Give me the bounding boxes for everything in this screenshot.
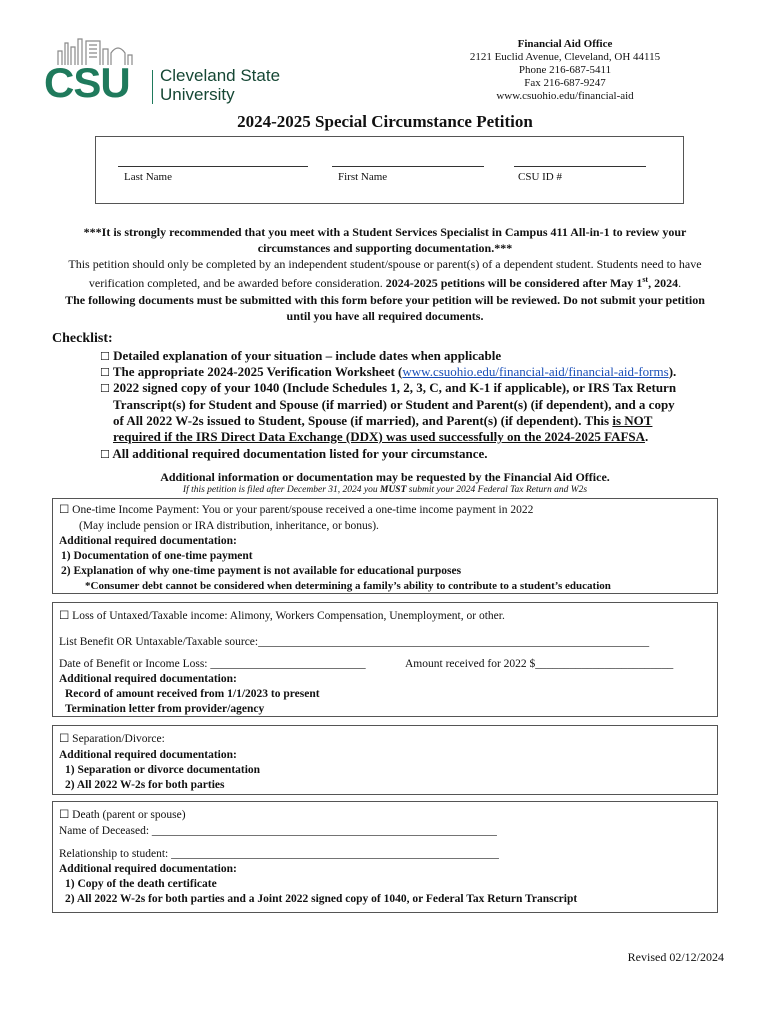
- office-name: Financial Aid Office: [517, 38, 613, 50]
- csu-logo-text: CSU: [44, 59, 130, 106]
- last-name-field[interactable]: [118, 166, 308, 167]
- page-title: 2024-2025 Special Circumstance Petition: [237, 112, 533, 131]
- petition-date-text: 2024-2025 petitions will be considered after May 1: [385, 276, 643, 290]
- section-separation-divorce: [52, 725, 718, 795]
- recommend-line2: circumstances and supporting documentation.***: [257, 241, 513, 255]
- tax-return-line3: [100, 413, 740, 429]
- loss-of-income-checkbox-label[interactable]: ☐ Loss of Untaxed/Taxable income: Alimony, Workers Compensation, Unemployment, or other.: [59, 610, 505, 622]
- separation-doc-2: 2) All 2022 W-2s for both parties: [65, 779, 225, 791]
- checklist-item-worksheet: [100, 364, 740, 381]
- recommend-note: [0, 224, 770, 256]
- checkbox-additional[interactable]: ☐: [100, 448, 110, 461]
- relationship-field[interactable]: Relationship to student: _________________________________________________________: [59, 848, 499, 860]
- university-name: [160, 66, 280, 104]
- name-fields-box: [95, 136, 684, 204]
- tax-return-line4: [100, 429, 740, 445]
- tax-return-period: .: [645, 429, 649, 444]
- checkbox-explanation[interactable]: ☐: [100, 350, 110, 363]
- last-name-label: Last Name: [124, 171, 172, 183]
- section-one-time-income: [52, 498, 718, 594]
- csu-id-field[interactable]: [514, 166, 646, 167]
- consumer-debt-note: *Consumer debt cannot be considered when determining a family’s ability to contribute to a student’s education: [85, 580, 611, 592]
- eligibility-line1: This petition should only be completed by an independent student/spouse or parent(s) of a dependent student. Students need to have: [68, 257, 702, 271]
- office-info: [440, 38, 690, 103]
- section-death: [52, 801, 718, 913]
- documents-line1: The following documents must be submitted with this form before your petition will be reviewed. Do not submit your petition: [65, 293, 705, 307]
- checkbox-worksheet[interactable]: ☐: [100, 366, 110, 379]
- checklist-item-tax-return: [100, 380, 740, 445]
- loss-of-income-doc-2: Termination letter from provider/agency: [65, 703, 265, 715]
- eligibility-period: .: [678, 276, 682, 290]
- revised-date: Revised 02/12/2024: [627, 950, 724, 964]
- checklist-item-additional: [100, 446, 740, 463]
- death-docs-heading: Additional required documentation:: [59, 863, 237, 875]
- amount-received-field[interactable]: Amount received for 2022 $________________________: [405, 658, 674, 670]
- section-loss-of-income: [52, 602, 718, 717]
- documents-line2: until you have all required documents.: [286, 309, 484, 323]
- office-address: 2121 Euclid Avenue, Cleveland, OH 44115: [469, 51, 661, 63]
- additional-info: [0, 470, 770, 495]
- one-time-income-examples: (May include pension or IRA distribution, inheritance, or bonus).: [79, 520, 379, 532]
- tax-return-is-not: is NOT: [612, 413, 653, 428]
- eligibility-text: verification completed, and be awarded before consideration.: [88, 276, 386, 290]
- first-name-field[interactable]: [332, 166, 484, 167]
- one-time-income-checkbox-label[interactable]: ☐ One-time Income Payment: You or your parent/spouse received a one-time income payment in 2022: [59, 504, 534, 516]
- death-doc-1: 1) Copy of the death certificate: [65, 878, 217, 890]
- petition-date-sup: st: [642, 275, 649, 284]
- financial-aid-forms-link[interactable]: www.csuohio.edu/financial-aid/financial-aid-forms: [402, 364, 669, 379]
- one-time-income-docs-heading: Additional required documentation:: [59, 535, 237, 547]
- tax-return-ddx-text: required if the IRS Direct Data Exchange (DDX) was used successfully on the 2024-2025 FAFSA: [113, 429, 646, 444]
- benefit-source-field[interactable]: List Benefit OR Untaxable/Taxable source:____________________________________________________________________: [59, 636, 650, 648]
- loss-of-income-doc-1: Record of amount received from 1/1/2023 to present: [65, 688, 320, 700]
- university-name-line2: University: [160, 85, 235, 104]
- checklist-item-explanation: [100, 348, 740, 365]
- eligibility-line2: [0, 272, 770, 291]
- date-of-benefit-field[interactable]: Date of Benefit or Income Loss: ___________________________: [59, 658, 366, 670]
- first-name-label: First Name: [338, 171, 388, 183]
- documents-note: [0, 292, 770, 324]
- tax-return-line3-text: of All 2022 W-2s issued to Student, Spouse (if married), and Parent(s) (if dependent). This: [113, 413, 613, 428]
- checklist-item-additional-label: All additional required documentation listed for your circumstance.: [112, 446, 488, 461]
- tax-return-line2: Transcript(s) for Student and Spouse (if married) or Student and Parent(s) (if dependent), and a copy: [113, 397, 675, 412]
- checklist-heading: Checklist:: [52, 331, 113, 346]
- death-checkbox-label[interactable]: ☐ Death (parent or spouse): [59, 809, 186, 821]
- checklist-item-worksheet-label: The appropriate 2024-2025 Verification Worksheet (: [112, 364, 403, 379]
- tax-return-line1: 2022 signed copy of your 1040 (Include Schedules 1, 2, 3, C, and K-1 if applicable), or IRS Tax Return: [113, 380, 677, 395]
- logo-divider: [152, 70, 153, 104]
- office-phone: Phone 216-687-5411: [518, 64, 612, 76]
- checklist-item-worksheet-end: ).: [668, 364, 677, 379]
- separation-checkbox-label[interactable]: ☐ Separation/Divorce:: [59, 733, 165, 745]
- additional-info-line1: Additional information or documentation may be requested by the Financial Aid Office.: [160, 470, 610, 484]
- office-fax: Fax 216-687-9247: [524, 77, 606, 89]
- recommend-line1: ***It is strongly recommended that you meet with a Student Services Specialist in Campus 411 All-in-1 to review your: [83, 225, 687, 239]
- eligibility-note: [0, 256, 770, 291]
- separation-doc-1: 1) Separation or divorce documentation: [65, 764, 261, 776]
- additional-info-must: MUST: [380, 485, 407, 495]
- one-time-income-doc-1: 1) Documentation of one-time payment: [61, 550, 253, 562]
- additional-info-line2-end: submit your 2024 Federal Tax Return and W2s: [406, 485, 588, 495]
- one-time-income-doc-2: 2) Explanation of why one-time payment is not available for educational purposes: [61, 565, 462, 577]
- petition-date-year: , 2024: [648, 276, 679, 290]
- csu-id-label: CSU ID #: [518, 171, 563, 183]
- university-name-line1: Cleveland State: [160, 66, 281, 85]
- checkbox-tax-return[interactable]: ☐: [100, 382, 110, 395]
- loss-of-income-docs-heading: Additional required documentation:: [59, 673, 237, 685]
- death-doc-2: 2) All 2022 W-2s for both parties and a Joint 2022 signed copy of 1040, or Federal Tax Return Transcript: [65, 893, 578, 905]
- additional-info-line2-text: If this petition is filed after December 31, 2024 you: [182, 485, 380, 495]
- checklist-item-explanation-label: Detailed explanation of your situation – include dates when applicable: [113, 348, 502, 363]
- additional-info-line2: [0, 485, 770, 495]
- office-web[interactable]: www.csuohio.edu/financial-aid: [496, 90, 634, 102]
- separation-docs-heading: Additional required documentation:: [59, 749, 237, 761]
- name-of-deceased-field[interactable]: Name of Deceased: ____________________________________________________________: [59, 825, 497, 837]
